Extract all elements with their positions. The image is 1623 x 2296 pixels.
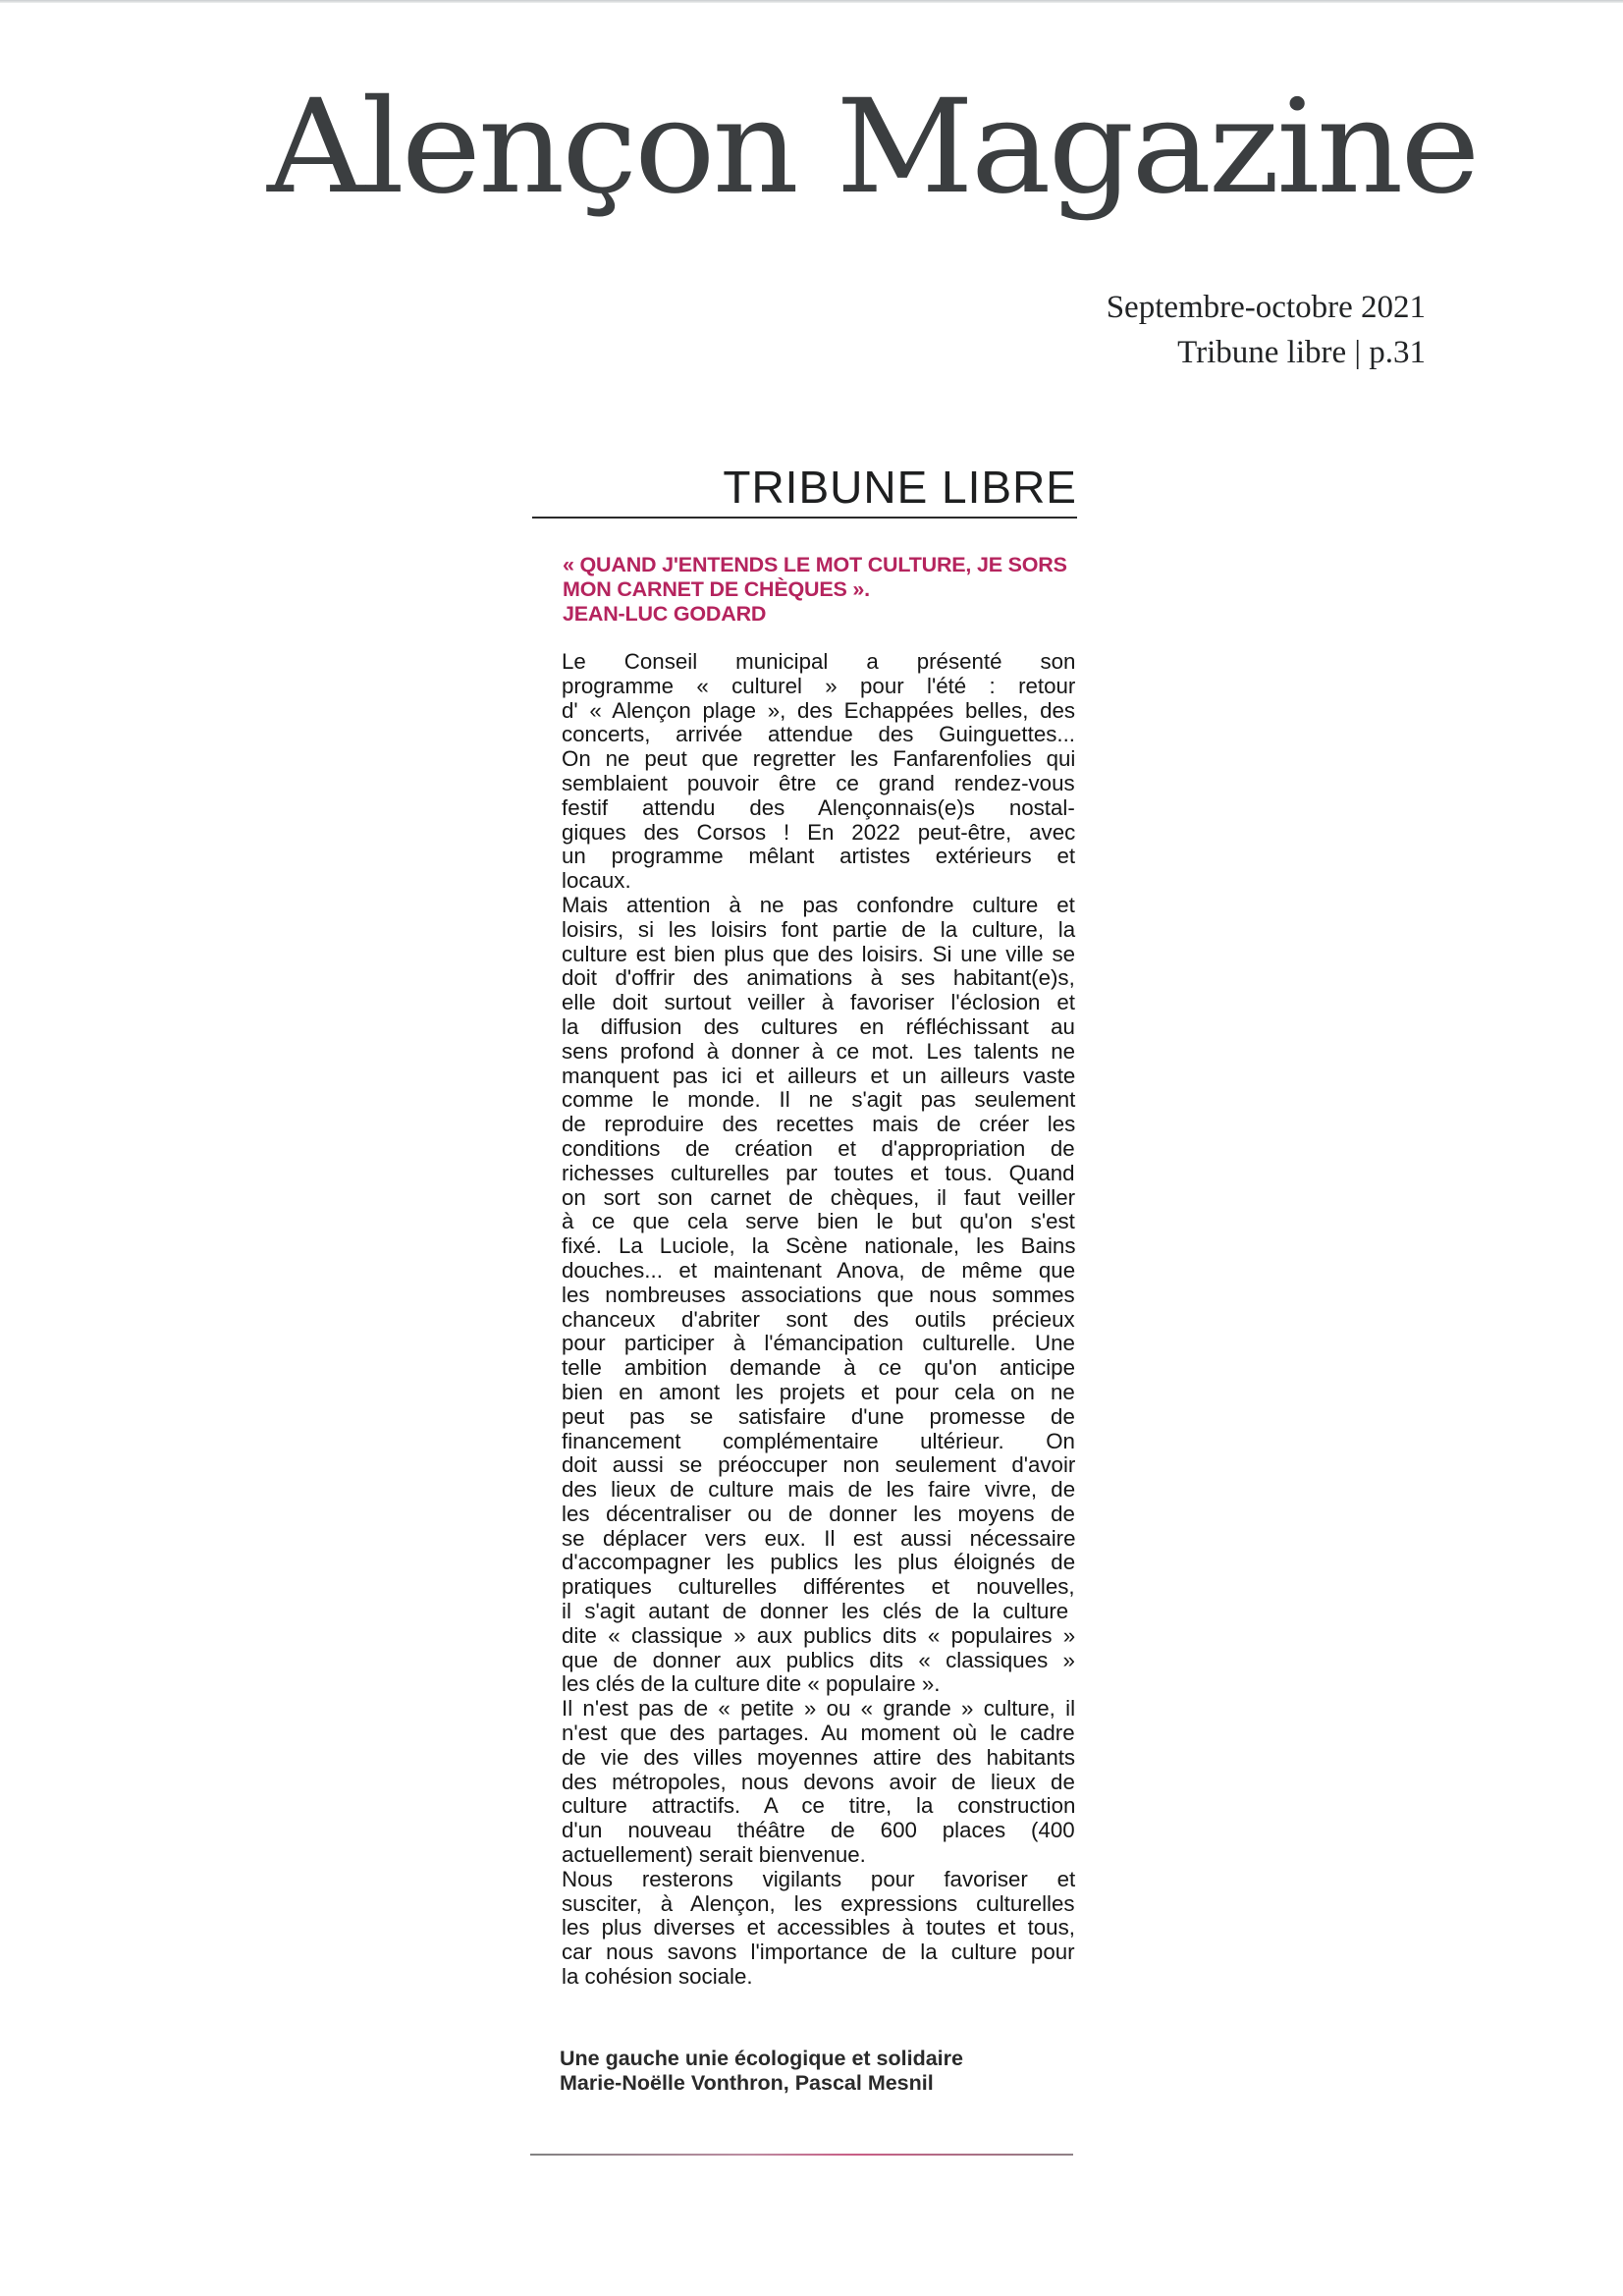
article-line: Nous resterons vigilants pour favoriser et: [562, 1866, 1076, 1891]
article-line: chanceux d'abriter sont des outils précieux: [562, 1306, 1075, 1332]
article-line: giques des Corsos ! En 2022 peut-être, avec: [562, 819, 1076, 845]
article-line: la diffusion des cultures en réfléchissant au: [562, 1013, 1075, 1039]
article-line: locaux.: [562, 868, 631, 894]
article-line: d'accompagner les publics les plus éloignés de: [562, 1550, 1076, 1575]
article-line: elle doit surtout veiller à favoriser l'éclosion et: [562, 990, 1075, 1015]
article-line: Le Conseil municipal a présenté son: [562, 649, 1076, 674]
article-line: les clés de la culture dite « populaire ».: [562, 1671, 941, 1697]
article-line: les décentraliser ou de donner les moyens de: [562, 1501, 1075, 1526]
article-line: les nombreuses associations que nous sommes: [562, 1282, 1075, 1307]
section-page: Tribune libre | p.31: [1177, 335, 1426, 370]
signature: [560, 2047, 1090, 2096]
article-line: la cohésion sociale.: [562, 1964, 753, 1990]
article-line: pour participer à l'émancipation culturelle. Une: [562, 1331, 1075, 1356]
article-line: telle ambition demande à ce qu'on anticipe: [562, 1355, 1075, 1381]
article-line: Mais attention à ne pas confondre culture et: [562, 892, 1075, 917]
article-line: des métropoles, nous devons avoir de lieux de: [562, 1769, 1075, 1794]
article-line: on sort son carnet de chèques, il faut veiller: [562, 1184, 1076, 1210]
article-line: se déplacer vers eux. Il est aussi nécessaire: [562, 1525, 1076, 1551]
article-line: dite « classique » aux publics dits « populaires »: [562, 1622, 1076, 1648]
article-line: culture attractifs. A ce titre, la construction: [562, 1793, 1076, 1819]
pull-quote-attribution: JEAN-LUC GODARD: [563, 602, 767, 626]
pull-quote: [563, 553, 1083, 627]
article-line: manquent pas ici et ailleurs et un ailleurs vaste: [562, 1063, 1076, 1088]
article-line: il s'agit autant de donner les clés de la culture: [562, 1599, 1069, 1624]
scan-edge: [0, 0, 1623, 3]
article-line: festif attendu des Alençonnais(e)s nostal-: [562, 794, 1075, 820]
article-line: conditions de création et d'appropriation de: [562, 1135, 1075, 1161]
article-paragraph: [562, 1868, 1075, 1990]
article-line: On ne peut que regretter les Fanfarenfolies qui: [562, 746, 1076, 772]
magazine-title: Alençon Magazine: [267, 72, 1478, 223]
article-line: que de donner aux publics dits « classiques »: [562, 1647, 1075, 1672]
pull-quote-line: « QUAND J'ENTENDS LE MOT CULTURE, JE SORS: [563, 553, 1067, 576]
article-line: les plus diverses et accessibles à toutes et tous,: [562, 1915, 1075, 1941]
signature-authors: Marie-Noëlle Vonthron, Pascal Mesnil: [560, 2071, 934, 2095]
article-line: concerts, arrivée attendue des Guinguettes...: [562, 722, 1075, 747]
article-line: fixé. La Luciole, la Scène nationale, les Bains: [562, 1233, 1076, 1259]
section-rule: [532, 517, 1077, 519]
article-line: comme le monde. Il ne s'agit pas seulement: [562, 1087, 1076, 1113]
article-line: n'est que des partages. Au moment où le cadre: [562, 1721, 1075, 1746]
article-line: pratiques culturelles différentes et nouvelles,: [562, 1574, 1075, 1600]
article-paragraph: [562, 650, 1075, 894]
article-line: de reproduire des recettes mais de créer les: [562, 1112, 1076, 1137]
article-line: Il n'est pas de « petite » ou « grande » culture, il: [562, 1696, 1076, 1722]
article-line: peut pas se satisfaire d'une promesse de: [562, 1403, 1075, 1429]
article-paragraph: [562, 1697, 1075, 1868]
article-line: un programme mêlant artistes extérieurs et: [562, 844, 1076, 869]
article-line: d' « Alençon plage », des Echappées belles, des: [562, 697, 1076, 723]
article-line: doit d'offrir des animations à ses habitant(e)s,: [562, 965, 1075, 991]
article-line: de vie des villes moyennes attire des habitants: [562, 1744, 1076, 1770]
issue-meta: [1107, 285, 1426, 375]
bottom-rule: [530, 2154, 1073, 2156]
signature-group: Une gauche unie écologique et solidaire: [560, 2047, 963, 2070]
article-line: des lieux de culture mais de les faire vivre, de: [562, 1477, 1076, 1503]
pull-quote-line: MON CARNET DE CHÈQUES ».: [563, 577, 870, 601]
article-line: à ce que cela serve bien le but qu'on s'est: [562, 1209, 1075, 1234]
article-line: d'un nouveau théâtre de 600 places (400: [562, 1818, 1075, 1843]
section-heading: TRIBUNE LIBRE: [723, 462, 1077, 513]
article-line: susciter, à Alençon, les expressions culturelles: [562, 1890, 1075, 1916]
article-line: loisirs, si les loisirs font partie de la culture, la: [562, 916, 1076, 942]
article-line: bien en amont les projets et pour cela on ne: [562, 1379, 1075, 1404]
article-line: culture est bien plus que des loisirs. Si une ville se: [562, 941, 1075, 966]
article-line: programme « culturel » pour l'été : retour: [562, 673, 1076, 698]
article-line: actuellement) serait bienvenue.: [562, 1842, 866, 1868]
article-line: sens profond à donner à ce mot. Les talents ne: [562, 1038, 1076, 1064]
article-paragraph: [562, 894, 1075, 1697]
article-line: car nous savons l'importance de la culture pour: [562, 1940, 1075, 1965]
article-line: financement complémentaire ultérieur. On: [562, 1428, 1075, 1453]
issue-date: Septembre-octobre 2021: [1106, 290, 1426, 325]
article-line: richesses culturelles par toutes et tous. Quand: [562, 1160, 1075, 1185]
article-line: doit aussi se préoccuper non seulement d'avoir: [562, 1452, 1076, 1478]
article-line: douches... et maintenant Anova, de même que: [562, 1257, 1076, 1283]
article-body: [562, 650, 1075, 1990]
article-line: semblaient pouvoir être ce grand rendez-vous: [562, 770, 1075, 795]
